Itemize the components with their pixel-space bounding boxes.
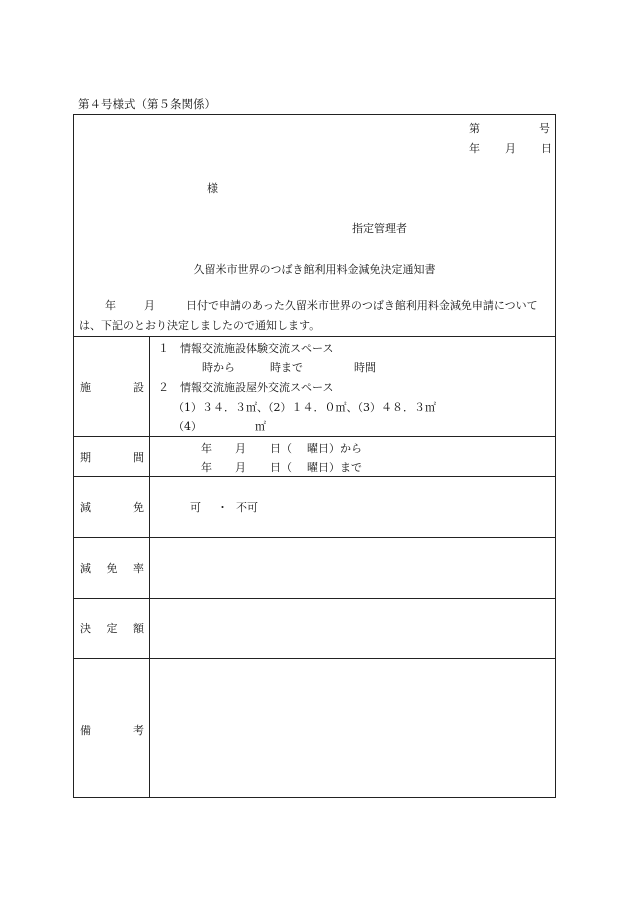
form-number-label: 第４号様式（第５条関係） <box>78 97 216 111</box>
date-month: 月 <box>505 142 516 155</box>
intro-text-line1: 日付で申請のあった久留米市世界のつばき館利用料金減免申請について <box>186 299 538 312</box>
facility-item-1: １ 情報交流施設体験交流スペース <box>158 342 334 355</box>
document-title: 久留米市世界のつばき館利用料金減免決定通知書 <box>193 263 436 276</box>
row-divider-rate <box>74 598 555 599</box>
period-to-year: 年 <box>201 461 212 474</box>
row-divider-period <box>74 476 555 477</box>
exemption-option-separator: ・ <box>217 501 228 514</box>
row-divider-facility <box>74 436 555 437</box>
exemption-label: 減 免 <box>80 501 144 514</box>
facility-item-2-areas: （1）３４．３㎡、（2）１４．０㎡、（3）４８．３㎡ <box>173 401 436 414</box>
facility-item-1-end-time: 時まで <box>270 361 303 374</box>
exemption-option-approved: 可 <box>190 501 201 514</box>
row-divider-amount <box>74 658 555 659</box>
number-suffix: 号 <box>539 122 550 135</box>
facility-item-2-area4-unit: ㎡ <box>255 420 266 433</box>
date-year: 年 <box>469 142 480 155</box>
facility-item-2-area4-label: （4） <box>173 420 202 433</box>
row-divider-exemption <box>74 537 555 538</box>
period-label: 期 間 <box>80 451 144 464</box>
designated-manager: 指定管理者 <box>352 222 407 235</box>
facility-label: 施 設 <box>80 381 144 394</box>
notification-form <box>73 114 556 798</box>
intro-month: 月 <box>144 299 155 312</box>
period-from-day: 日（ <box>270 442 292 455</box>
period-to-month: 月 <box>235 461 246 474</box>
period-to-weekday: 曜日）まで <box>307 461 362 474</box>
intro-year: 年 <box>105 299 116 312</box>
exemption-option-denied: 不可 <box>236 501 258 514</box>
facility-item-1-start-time: 時から <box>202 361 235 374</box>
period-from-year: 年 <box>201 442 212 455</box>
addressee-honorific: 様 <box>207 182 218 195</box>
period-from-weekday: 曜日）から <box>307 442 362 455</box>
period-from-month: 月 <box>235 442 246 455</box>
number-prefix: 第 <box>469 122 480 135</box>
date-day: 日 <box>541 142 552 155</box>
period-to-day: 日（ <box>270 461 292 474</box>
decided-amount-label: 決 定 額 <box>80 622 144 635</box>
facility-item-2: ２ 情報交流施設屋外交流スペース <box>158 381 334 394</box>
table-top-border <box>74 336 555 337</box>
intro-text-line2: は、下記のとおり決定しましたので通知します。 <box>79 319 321 332</box>
label-column-divider <box>149 336 150 798</box>
facility-item-1-hours: 時間 <box>354 361 376 374</box>
remarks-label: 備 考 <box>80 724 144 737</box>
exemption-rate-label: 減 免 率 <box>80 562 144 575</box>
